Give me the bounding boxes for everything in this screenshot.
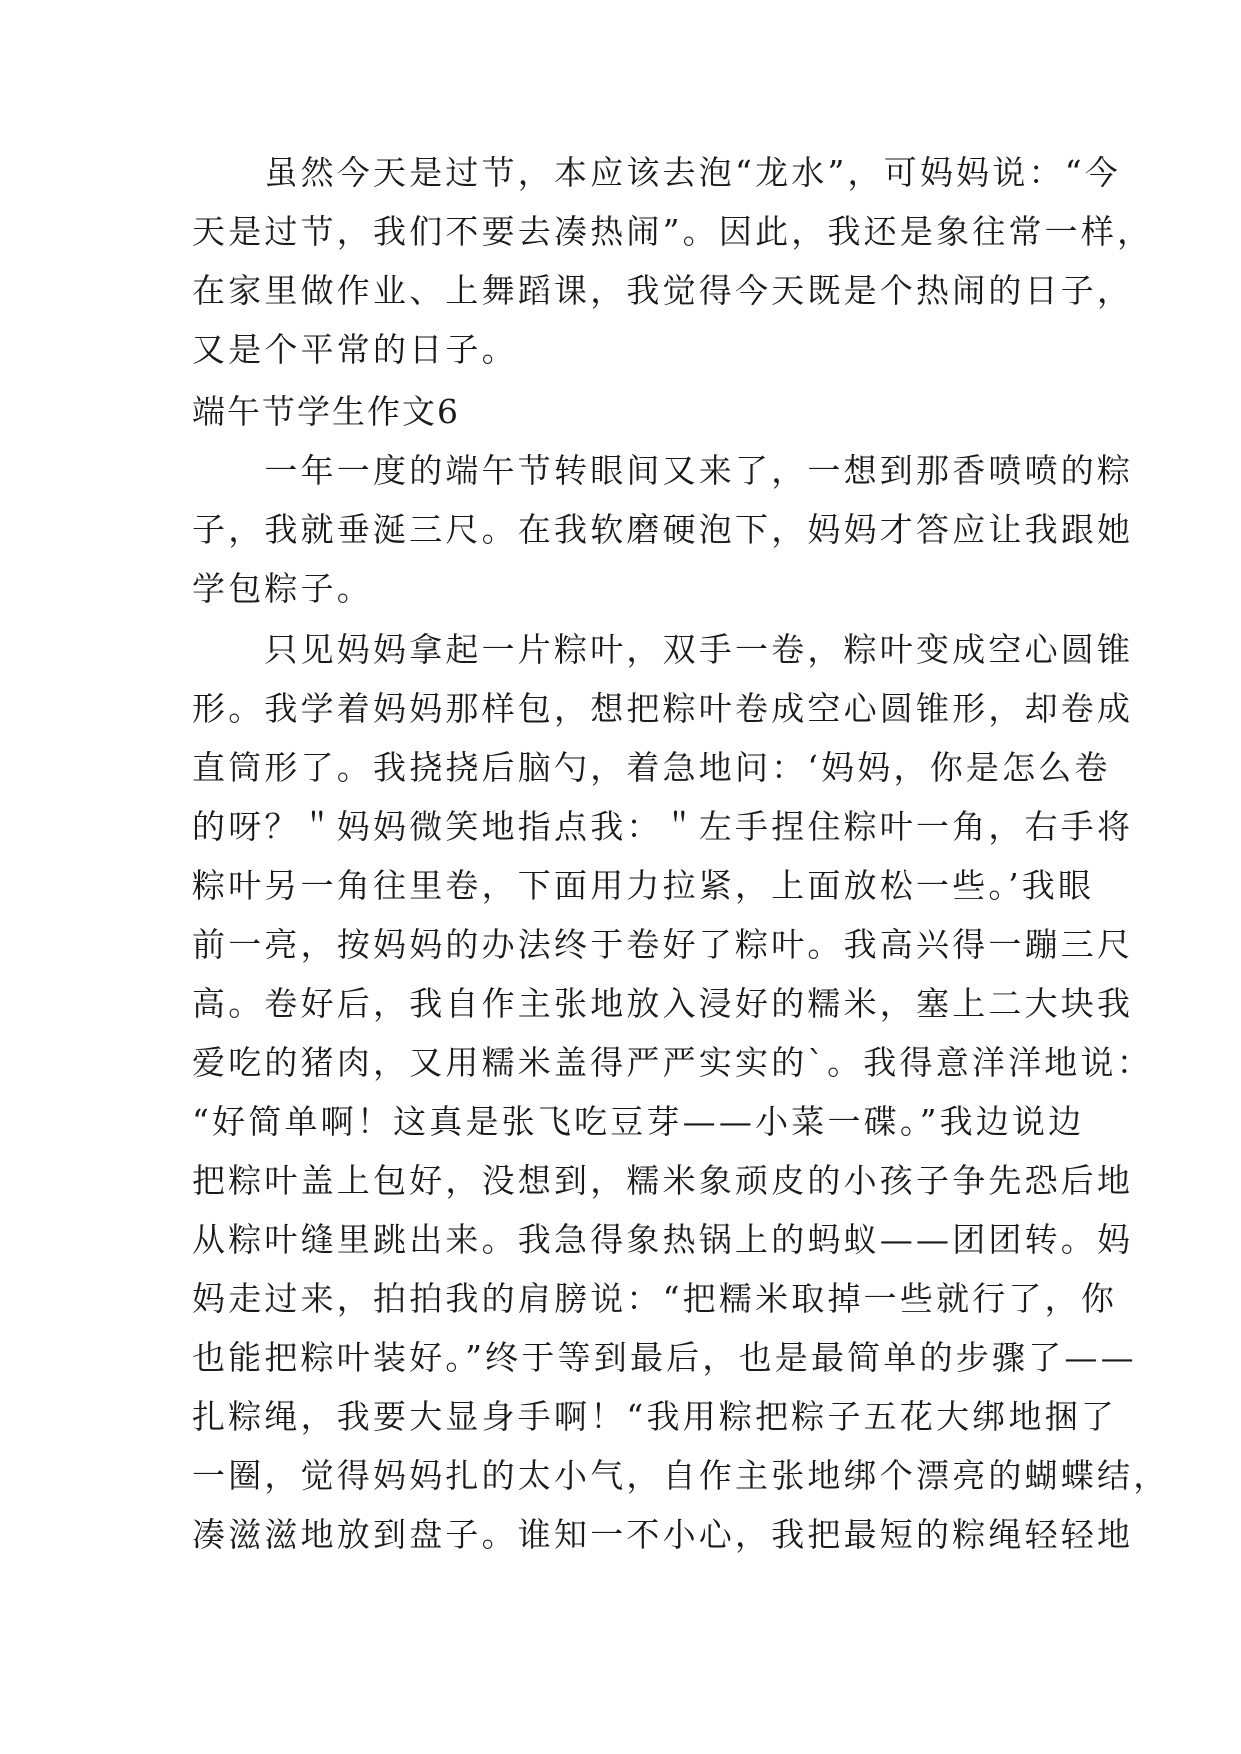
text-line: 只见妈妈拿起一片粽叶，双手一卷，粽叶变成空心圆锥	[192, 630, 1134, 669]
text-line: 凑滋滋地放到盘子。谁知一不小心，我把最短的粽绳轻轻地	[192, 1515, 1134, 1554]
text-line: 的呀？＂妈妈微笑地指点我：＂左手捏住粽叶一角，右手将	[192, 807, 1134, 846]
text-line: 爱吃的猪肉，又用糯米盖得严严实实的`。我得意洋洋地说：	[192, 1043, 1153, 1082]
text-line: 粽叶另一角往里卷，下面用力拉紧，上面放松一些。’我眼	[192, 866, 1095, 905]
text-line: 虽然今天是过节，本应该去泡“龙水”，可妈妈说：“今	[192, 153, 1122, 192]
text-line: “好简单啊！这真是张飞吃豆芽——小菜一碟。”我边说边	[192, 1102, 1085, 1141]
text-line: 学包粽子。	[192, 569, 373, 608]
text-line: 高。卷好后，我自作主张地放入浸好的糯米，塞上二大块我	[192, 984, 1134, 1023]
text-line: 子，我就垂涎三尺。在我软磨硬泡下，妈妈才答应让我跟她	[192, 510, 1134, 549]
text-line: 天是过节，我们不要去凑热闹”。因此，我还是象往常一样，	[192, 212, 1154, 251]
text-line: 也能把粽叶装好。”终于等到最后，也是最简单的步骤了——	[192, 1338, 1137, 1377]
text-line: 一圈，觉得妈妈扎的太小气，自作主张地绑个漂亮的蝴蝶结，	[192, 1456, 1170, 1495]
text-line: 形。我学着妈妈那样包，想把粽叶卷成空心圆锥形，却卷成	[192, 689, 1134, 728]
text-line: 一年一度的端午节转眼间又来了，一想到那香喷喷的粽	[192, 451, 1134, 490]
text-line: 前一亮，按妈妈的办法终于卷好了粽叶。我高兴得一蹦三尺	[192, 925, 1134, 964]
text-line: 妈走过来，拍拍我的肩膀说：“把糯米取掉一些就行了，你	[192, 1279, 1118, 1318]
text-line: 把粽叶盖上包好，没想到，糯米象顽皮的小孩子争先恐后地	[192, 1161, 1134, 1200]
text-line: 直筒形了。我挠挠后脑勺，着急地问：‘妈妈，你是怎么卷	[192, 748, 1111, 787]
text-line: 在家里做作业、上舞蹈课，我觉得今天既是个热闹的日子，	[192, 271, 1134, 310]
text-line: 从粽叶缝里跳出来。我急得象热锅上的蚂蚁——团团转。妈	[192, 1220, 1134, 1259]
text-line: 扎粽绳，我要大显身手啊！“我用粽把粽子五花大绑地捆了	[192, 1397, 1118, 1436]
text-line: 又是个平常的日子。	[192, 330, 518, 369]
section-heading: 端午节学生作文6	[192, 392, 460, 431]
